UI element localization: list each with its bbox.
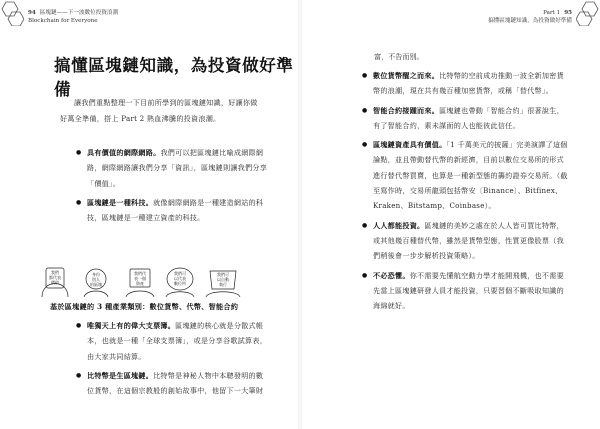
list-item: ● 區塊鏈是一種科技。就像網際網路是一種建造網站的科技，區塊鏈是一種建立資產的科技。 bbox=[76, 195, 268, 226]
svg-text:別人: 別人 bbox=[92, 277, 100, 282]
list-item: ● 不必恐懼。你不需要先懂航空動力學才能開飛機，也不需要先當上區塊鏈研發人員才能投資，只要習個不斷吸取知識的海綿就好。 bbox=[362, 268, 570, 314]
svg-text:資產: 資產 bbox=[136, 281, 144, 286]
figure-2-label: 身份 bbox=[92, 272, 100, 277]
cartoon-illustration bbox=[38, 265, 244, 297]
list-item: ● 人人都能投資。區塊鏈的美妙之處在於人人皆可買比特幣，或其他幾百種替代幣，雖然是貨幣型態，性質更像股票（我們稍後會一步步解析投資策略）。 bbox=[362, 218, 570, 264]
svg-text:都代表: 都代表 bbox=[49, 275, 61, 280]
right-page-number: 95 bbox=[564, 10, 572, 16]
svg-text:以自動: 以自動 bbox=[217, 277, 229, 282]
list-item: ● 唯獨天上有的偉大支票簿。區塊鏈的核心就是分散式帳本，也就是一種「全球支票簿」，或是分享谷歌試算表，由大家共同結算。 bbox=[76, 318, 268, 364]
continued-text: 富，不告而別。 bbox=[374, 52, 424, 61]
right-running-header bbox=[488, 10, 572, 25]
bullet-list-top bbox=[76, 145, 268, 229]
figure-4-label: 我們可 bbox=[174, 271, 186, 276]
svg-text:的區塊: 的區塊 bbox=[90, 282, 102, 287]
chapter-title: 搞懂區塊鏈知識，為投資做好準備 bbox=[488, 17, 572, 24]
svg-text:表一個: 表一個 bbox=[134, 276, 146, 281]
part-label: Part 1 bbox=[543, 10, 561, 16]
section-title: 搞懂區塊鏈知識，為投資做好準備 bbox=[54, 56, 294, 99]
list-item: ● 數位貨幣醒之而來。比特幣的空前成功推動一波全新加密貨幣的浪潮，現在共有幾百種加密貨幣，或稱「替代幣」。 bbox=[362, 68, 570, 99]
hexagon-decoration-icon bbox=[576, 0, 600, 26]
svg-text:數位所: 數位所 bbox=[174, 281, 186, 286]
book-subtitle: Blockchain for Everyone bbox=[28, 17, 98, 24]
book-title: 區塊鏈——下一波數位投資浪潮 bbox=[39, 10, 119, 16]
hexagon-decoration-icon bbox=[0, 0, 24, 26]
figure-1-label: 我們 bbox=[51, 270, 59, 275]
list-item: ● 智能合約接踵而來。區塊鏈也帶動「智能合約」很著說生，有了智能合約，素未謀面的人也能彼此信任。 bbox=[362, 103, 570, 134]
bullet-list-bottom bbox=[76, 318, 268, 402]
intro-paragraph: 讓我們重點整理一下目前所學到的區塊鏈知識，好讓你做好萬全準備，搭上 Part 2 熱血沸騰的投資浪潮。 bbox=[60, 98, 258, 123]
svg-text:執行: 執行 bbox=[219, 282, 227, 287]
list-item: ● 具有價值的網際網路。我們可以把區塊鏈比喻成網際網路，網際網路讓我們分享「資訊」，區塊鏈則讓我們分享「價值」。 bbox=[76, 145, 268, 191]
figure-3-label: 我們代 bbox=[134, 271, 146, 276]
left-running-header bbox=[28, 10, 118, 25]
figure-5-label: 我們可 bbox=[217, 272, 229, 277]
list-item: ● 比特幣是生區塊鏈。比特幣是神秘人物中本聰發明的數位貨幣，在這個宗教般的創始故事中，他留下一大筆財 bbox=[76, 368, 268, 399]
bullet-list-right bbox=[362, 68, 570, 317]
list-item: ● 區塊鏈資產具有價值。「1 千萬美元的披薩」完美演譯了這個論點，並且帶動替代幣的新經濟，目前以數位交易所的形式進行替代幣買賣，也算是一種新型態的籌約證券交易所。（截至寫作時，交易所龍頭包括幣安〔Binance〕、Bitfinex、Kraken、Bitstamp、Coinbase）。 bbox=[362, 137, 570, 213]
left-page-number: 94 bbox=[28, 10, 36, 16]
svg-text:價值: 價值 bbox=[51, 280, 59, 285]
figure-caption: 基於區塊鏈的 3 種產業類別：數位貨幣、代幣、智能合約 bbox=[50, 302, 239, 311]
svg-text:以代表: 以代表 bbox=[174, 276, 186, 281]
